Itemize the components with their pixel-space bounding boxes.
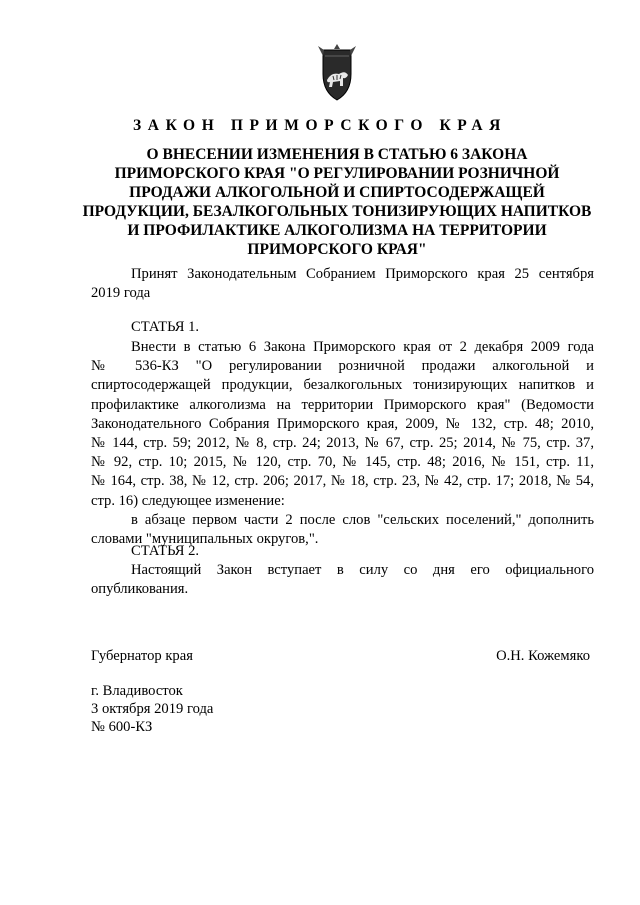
- article-2-line: опубликования.: [91, 581, 189, 598]
- law-subject: [80, 145, 594, 259]
- document-footer: [91, 682, 213, 736]
- article-1-line: № 536-КЗ "О регулировании розничной продажи алкогольной и: [91, 358, 594, 375]
- amendment-line: словами "муниципальных округов,".: [91, 531, 319, 548]
- article-2-heading: СТАТЬЯ 2.: [131, 543, 200, 559]
- subject-line: ПРИМОРСКОГО КРАЯ": [247, 241, 427, 258]
- coat-of-arms-icon: [315, 44, 359, 104]
- subject-line: О ВНЕСЕНИИ ИЗМЕНЕНИЯ В СТАТЬЮ 6 ЗАКОНА: [146, 146, 528, 163]
- subject-line: ПРОДАЖИ АЛКОГОЛЬНОЙ И СПИРТОСОДЕРЖАЩЕЙ: [129, 184, 545, 201]
- signatory-name: О.Н. Кожемяко: [496, 648, 590, 664]
- adoption-line: Принят Законодательным Собранием Приморского края 25 сентября: [131, 266, 594, 282]
- article-1-line: Законодательного Собрания Приморского края, 2009, № 132, стр. 48; 2010,: [91, 415, 594, 432]
- article-2-body: [91, 561, 594, 599]
- article-1-line: № 164, стр. 38, № 12, стр. 206; 2017, № 18, стр. 23, № 42, стр. 17; 2018, № 54,: [91, 473, 594, 490]
- signatory-title: Губернатор края: [91, 648, 193, 664]
- subject-line: ПРИМОРСКОГО КРАЯ "О РЕГУЛИРОВАНИИ РОЗНИЧНОЙ: [114, 165, 560, 182]
- city: г. Владивосток: [91, 683, 183, 699]
- article-1-line: № 92, стр. 10; 2015, № 120, стр. 70, № 145, стр. 48; 2016, № 151, стр. 11,: [91, 454, 594, 471]
- article-1-line: № 144, стр. 59; 2012, № 8, стр. 24; 2013, № 67, стр. 25; 2014, № 75, стр. 37,: [91, 435, 594, 452]
- article-1-line: Внести в статью 6 Закона Приморского края от 2 декабря 2009 года: [131, 339, 594, 355]
- adoption-line: 2019 года: [91, 285, 151, 302]
- article-1-body: [91, 338, 594, 549]
- signing-date: 3 октября 2019 года: [91, 701, 214, 717]
- law-number: № 600-КЗ: [91, 719, 153, 735]
- article-1-line: профилактике алкоголизма на территории Приморского края" (Ведомости: [91, 396, 594, 413]
- article-2-line: Настоящий Закон вступает в силу со дня его официального: [131, 562, 594, 578]
- subject-line: И ПРОФИЛАКТИКЕ АЛКОГОЛИЗМА НА ТЕРРИТОРИИ: [127, 222, 547, 239]
- article-1-heading: СТАТЬЯ 1.: [131, 319, 200, 335]
- amendment-line: в абзаце первом части 2 после слов "сельских поселений," дополнить: [131, 511, 594, 528]
- article-1-line: спиртосодержащей продукции, безалкогольных тонизирующих напитков и: [91, 377, 594, 394]
- law-title: ЗАКОН ПРИМОРСКОГО КРАЯ: [133, 117, 507, 134]
- subject-line: ПРОДУКЦИИ, БЕЗАЛКОГОЛЬНЫХ ТОНИЗИРУЮЩИХ НАПИТКОВ: [82, 203, 592, 220]
- adoption-statement: [91, 265, 594, 303]
- article-1-line: стр. 16) следующее изменение:: [91, 492, 285, 509]
